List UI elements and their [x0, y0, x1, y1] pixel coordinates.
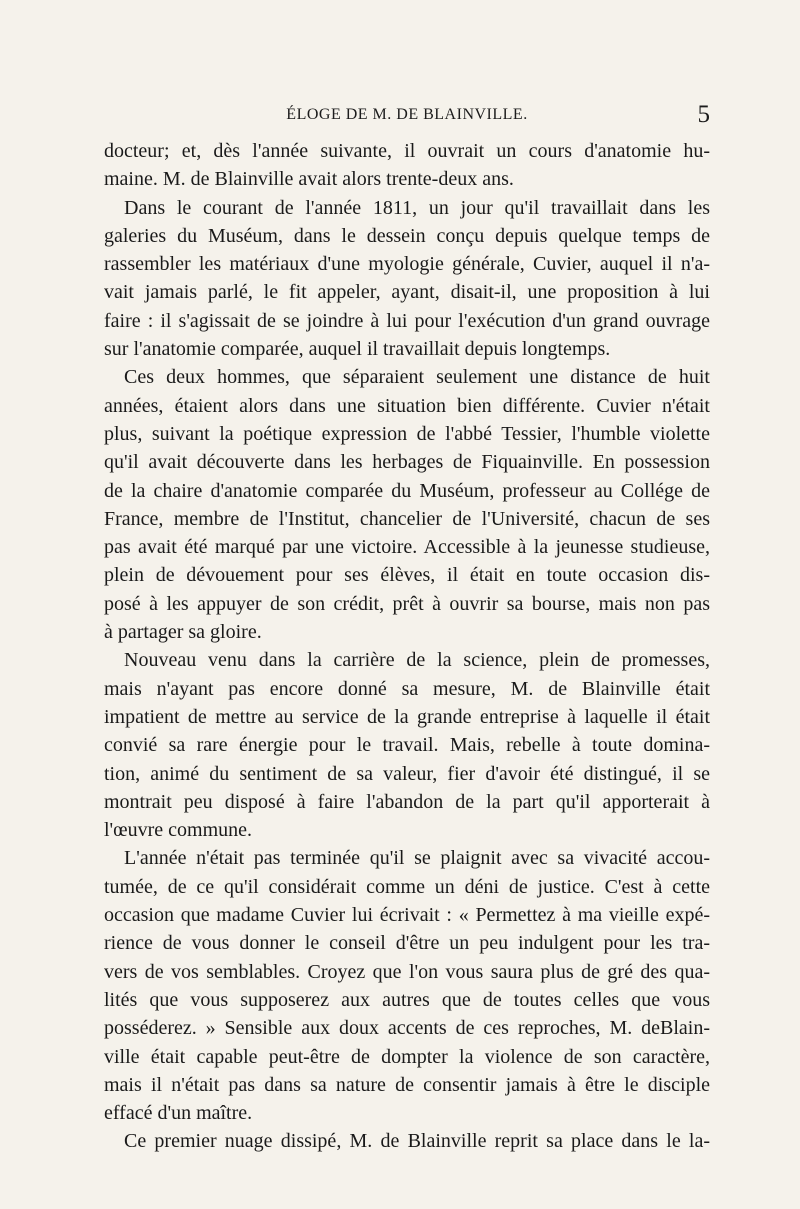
text-line: vers de vos semblables. Croyez que l'on vous saura plus de gré des qua- — [104, 960, 710, 983]
text-line: tion, animé du sentiment de sa valeur, fier d'avoir été distingué, il se — [104, 762, 710, 785]
text-line: années, étaient alors dans une situation bien différente. Cuvier n'était — [104, 394, 710, 417]
text-line: ville était capable peut-être de dompter la violence de son caractère, — [104, 1045, 710, 1068]
page-number: 5 — [697, 101, 710, 128]
text-line: qu'il avait découverte dans les herbages de Fiquainville. En possession — [104, 451, 710, 474]
text-line: galeries du Muséum, dans le dessein conçu depuis quelque temps de — [104, 224, 710, 247]
text-line: occasion que madame Cuvier lui écrivait : « Permettez à ma vieille expé- — [104, 904, 710, 927]
text-line: sur l'anatomie comparée, auquel il travaillait depuis longtemps. — [104, 338, 611, 361]
text-line: à partager sa gloire. — [104, 621, 262, 644]
body-text — [104, 137, 710, 1156]
text-line: vait jamais parlé, le fit appeler, ayant, disait-il, une proposition à lui — [104, 281, 710, 304]
text-line: rassembler les matériaux d'une myologie générale, Cuvier, auquel il n'a- — [104, 253, 710, 276]
text-line: plus, suivant la poétique expression de l'abbé Tessier, l'humble violette — [104, 422, 710, 445]
text-line: Nouveau venu dans la carrière de la science, plein de promesses, — [124, 649, 710, 672]
running-head — [104, 103, 710, 129]
text-line: mais il n'était pas dans sa nature de consentir jamais à être le disciple — [104, 1073, 710, 1096]
text-line: rience de vous donner le conseil d'être un peu indulgent pour les tra- — [104, 932, 710, 955]
running-title: ÉLOGE DE M. DE BLAINVILLE. — [286, 106, 528, 123]
text-line: effacé d'un maître. — [104, 1102, 253, 1125]
text-line: de la chaire d'anatomie comparée du Muséum, professeur au Collége de — [104, 479, 710, 502]
text-line: faire : il s'agissait de se joindre à lui pour l'exécution d'un grand ouvrage — [104, 309, 710, 332]
text-line: lités que vous supposerez aux autres que de toutes celles que vous — [104, 988, 710, 1011]
text-line: L'année n'était pas terminée qu'il se plaignit avec sa vivacité accou- — [124, 847, 710, 870]
text-line: impatient de mettre au service de la grande entreprise à laquelle il était — [104, 705, 710, 728]
text-line: l'œuvre commune. — [104, 819, 253, 842]
text-line: docteur; et, dès l'année suivante, il ouvrait un cours d'anatomie hu- — [104, 140, 710, 162]
text-line: Dans le courant de l'année 1811, un jour qu'il travaillait dans les — [124, 196, 710, 219]
text-line: pas avait été marqué par une victoire. Accessible à la jeunesse studieuse, — [104, 536, 710, 559]
text-line: maine. M. de Blainville avait alors trente-deux ans. — [104, 168, 514, 191]
text-line: France, membre de l'Institut, chancelier de l'Université, chacun de ses — [104, 507, 710, 530]
text-line: tumée, de ce qu'il considérait comme un déni de justice. C'est à cette — [104, 875, 710, 898]
text-line: convié sa rare énergie pour le travail. Mais, rebelle à toute domina- — [104, 734, 710, 757]
text-line: mais n'ayant pas encore donné sa mesure, M. de Blainville était — [104, 677, 710, 700]
text-line: plein de dévouement pour ses élèves, il était en toute occasion dis- — [104, 564, 710, 587]
text-line: Ce premier nuage dissipé, M. de Blainville reprit sa place dans le la- — [124, 1130, 710, 1153]
text-line: posé à les appuyer de son crédit, prêt à ouvrir sa bourse, mais non pas — [104, 592, 710, 615]
text-line: Ces deux hommes, que séparaient seulement une distance de huit — [124, 366, 710, 389]
text-line: montrait peu disposé à faire l'abandon de la part qu'il apporterait à — [104, 790, 710, 813]
text-line: posséderez. » Sensible aux doux accents de ces reproches, M. deBlain- — [104, 1017, 710, 1040]
